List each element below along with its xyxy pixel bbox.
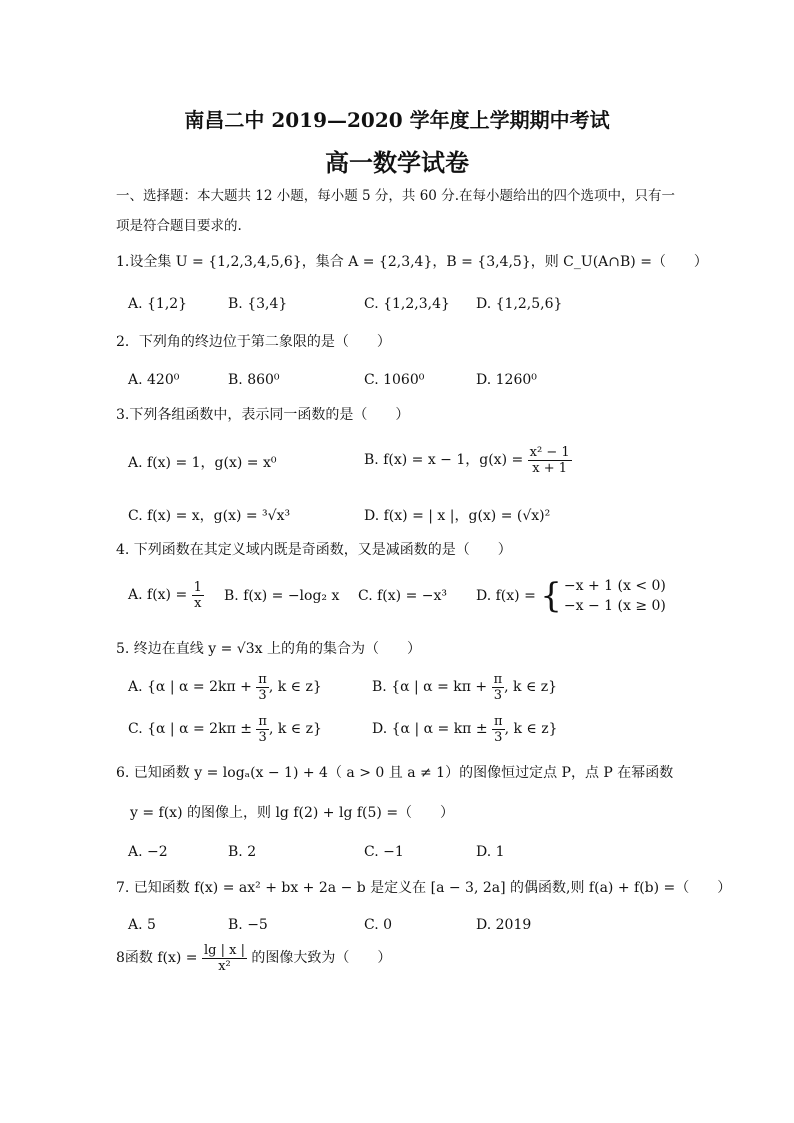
question-4-stem: 4. 下列函数在其定义域内既是奇函数，又是减函数的是（ ） <box>116 542 512 558</box>
question-8-stem-text: 8函数 f(x) = <box>116 950 202 966</box>
fraction-denominator: 3 <box>258 729 267 745</box>
section-instructions-line1: 一、选择题：本大题共 12 小题，每小题 5 分，共 60 分.在每小题给出的四个选项中，只有一 <box>116 188 675 204</box>
piecewise-case-1: −x + 1 (x < 0) <box>563 578 666 594</box>
question-5-option-b-text: B. {α | α = kπ + <box>372 679 492 695</box>
question-1-stem: 1.设全集 U = {1,2,3,4,5,6}，集合 A = {2,3,4}，B = {3,4,5}，则 C_U(A∩B) =（ ） <box>116 254 708 270</box>
question-7-option-b: B. −5 <box>228 917 268 933</box>
question-5-option-b-tail: , k ∈ z} <box>504 679 558 695</box>
question-5-option-a <box>128 670 322 704</box>
question-1-option-b: B. {3,4} <box>228 296 288 312</box>
pi-over-3-fraction <box>256 714 269 745</box>
question-2-option-d: D. 1260⁰ <box>476 372 537 388</box>
question-2-option-c: C. 1060⁰ <box>364 372 425 388</box>
question-5-option-c-tail: , k ∈ z} <box>268 721 322 737</box>
question-8-stem <box>116 940 391 976</box>
question-8-stem-tail: 的图像大致为（ ） <box>246 950 392 966</box>
question-5-option-c-text: C. {α | α = 2kπ ± <box>128 721 257 737</box>
fraction-denominator: x + 1 <box>532 460 568 476</box>
fraction-numerator: x² − 1 <box>529 444 570 460</box>
question-3-stem: 3.下列各组函数中，表示同一函数的是（ ） <box>116 407 410 423</box>
pi-over-3-fraction <box>492 714 505 745</box>
question-4-option-c: C. f(x) = −x³ <box>358 588 447 604</box>
question-3-option-a: A. f(x) = 1，g(x) = x⁰ <box>128 455 277 471</box>
section-instructions-line2: 项是符合题目要求的. <box>116 218 242 234</box>
question-5-stem: 5. 终边在直线 y = √3x 上的角的集合为（ ） <box>116 641 421 657</box>
question-1-option-c: C. {1,2,3,4} <box>364 296 450 312</box>
question-5-option-c <box>128 712 322 746</box>
question-1-option-a: A. {1,2} <box>128 296 188 312</box>
question-6-option-b: B. 2 <box>228 844 257 860</box>
exam-title: 南昌二中 2019—2020 学年度上学期期中考试 <box>184 108 610 132</box>
fraction-denominator: 3 <box>493 687 502 703</box>
question-5-option-d-text: D. {α | α = kπ ± <box>372 721 493 737</box>
piecewise-case-2: −x − 1 (x ≥ 0) <box>563 598 666 614</box>
question-5-option-a-text: A. {α | α = 2kπ + <box>128 679 257 695</box>
question-4-option-a-fraction <box>192 580 204 611</box>
question-6-stem-line1: 6. 已知函数 y = logₐ(x − 1) + 4（ a > 0 且 a ≠ 1）的图像恒过定点 P，点 P 在幂函数 <box>116 765 674 781</box>
question-7-option-c: C. 0 <box>364 917 393 933</box>
question-8-fraction <box>202 943 247 974</box>
question-3-option-c: C. f(x) = x，g(x) = ³√x³ <box>128 508 291 524</box>
fraction-numerator: π <box>493 671 503 687</box>
question-4-option-d-text: D. f(x) = <box>476 588 541 604</box>
exam-subtitle: 高一数学试卷 <box>325 148 469 177</box>
question-2-option-a: A. 420⁰ <box>128 372 180 388</box>
question-6-option-c: C. −1 <box>364 844 404 860</box>
question-4-option-a <box>128 578 204 612</box>
question-3-option-b <box>364 443 572 477</box>
fraction-denominator: 3 <box>258 687 267 703</box>
question-3-option-b-fraction <box>528 445 572 476</box>
fraction-numerator: π <box>258 713 267 729</box>
question-5-option-a-tail: , k ∈ z} <box>268 679 322 695</box>
question-2-stem: 2．下列角的终边位于第二象限的是（ ） <box>116 334 391 350</box>
question-6-stem-line2: y = f(x) 的图像上，则 lg f(2) + lg f(5) =（ ） <box>130 805 455 821</box>
question-7-option-d: D. 2019 <box>476 917 532 933</box>
question-4-option-b: B. f(x) = −log₂ x <box>224 588 340 604</box>
fraction-numerator: π <box>494 713 503 729</box>
fraction-denominator: x <box>194 595 202 611</box>
question-4-option-a-text: A. f(x) = <box>128 587 192 603</box>
fraction-denominator: 3 <box>494 729 503 745</box>
left-brace-symbol: { <box>540 576 562 616</box>
question-5-option-d <box>372 712 558 746</box>
piecewise-cases <box>564 576 666 616</box>
question-3-option-b-text: B. f(x) = x − 1，g(x) = <box>364 452 528 468</box>
question-3-option-d: D. f(x) = | x |，g(x) = (√x)² <box>364 508 551 524</box>
question-6-option-a: A. −2 <box>128 844 168 860</box>
question-7-option-a: A. 5 <box>128 917 156 933</box>
fraction-numerator: lg | x | <box>204 942 245 958</box>
fraction-denominator: x² <box>218 958 231 974</box>
question-5-option-b <box>372 670 557 704</box>
question-7-stem: 7. 已知函数 f(x) = ax² + bx + 2a − b 是定义在 [a − 3, 2a] 的偶函数,则 f(a) + f(b) =（ ） <box>116 880 732 896</box>
question-5-option-d-tail: , k ∈ z} <box>504 721 558 737</box>
question-6-option-d: D. 1 <box>476 844 505 860</box>
question-1-option-d: D. {1,2,5,6} <box>476 296 563 312</box>
fraction-numerator: π <box>258 671 267 687</box>
fraction-numerator: 1 <box>193 579 202 595</box>
question-2-option-b: B. 860⁰ <box>228 372 280 388</box>
pi-over-3-fraction <box>256 672 269 703</box>
pi-over-3-fraction <box>492 672 505 703</box>
question-4-option-d <box>476 574 666 618</box>
